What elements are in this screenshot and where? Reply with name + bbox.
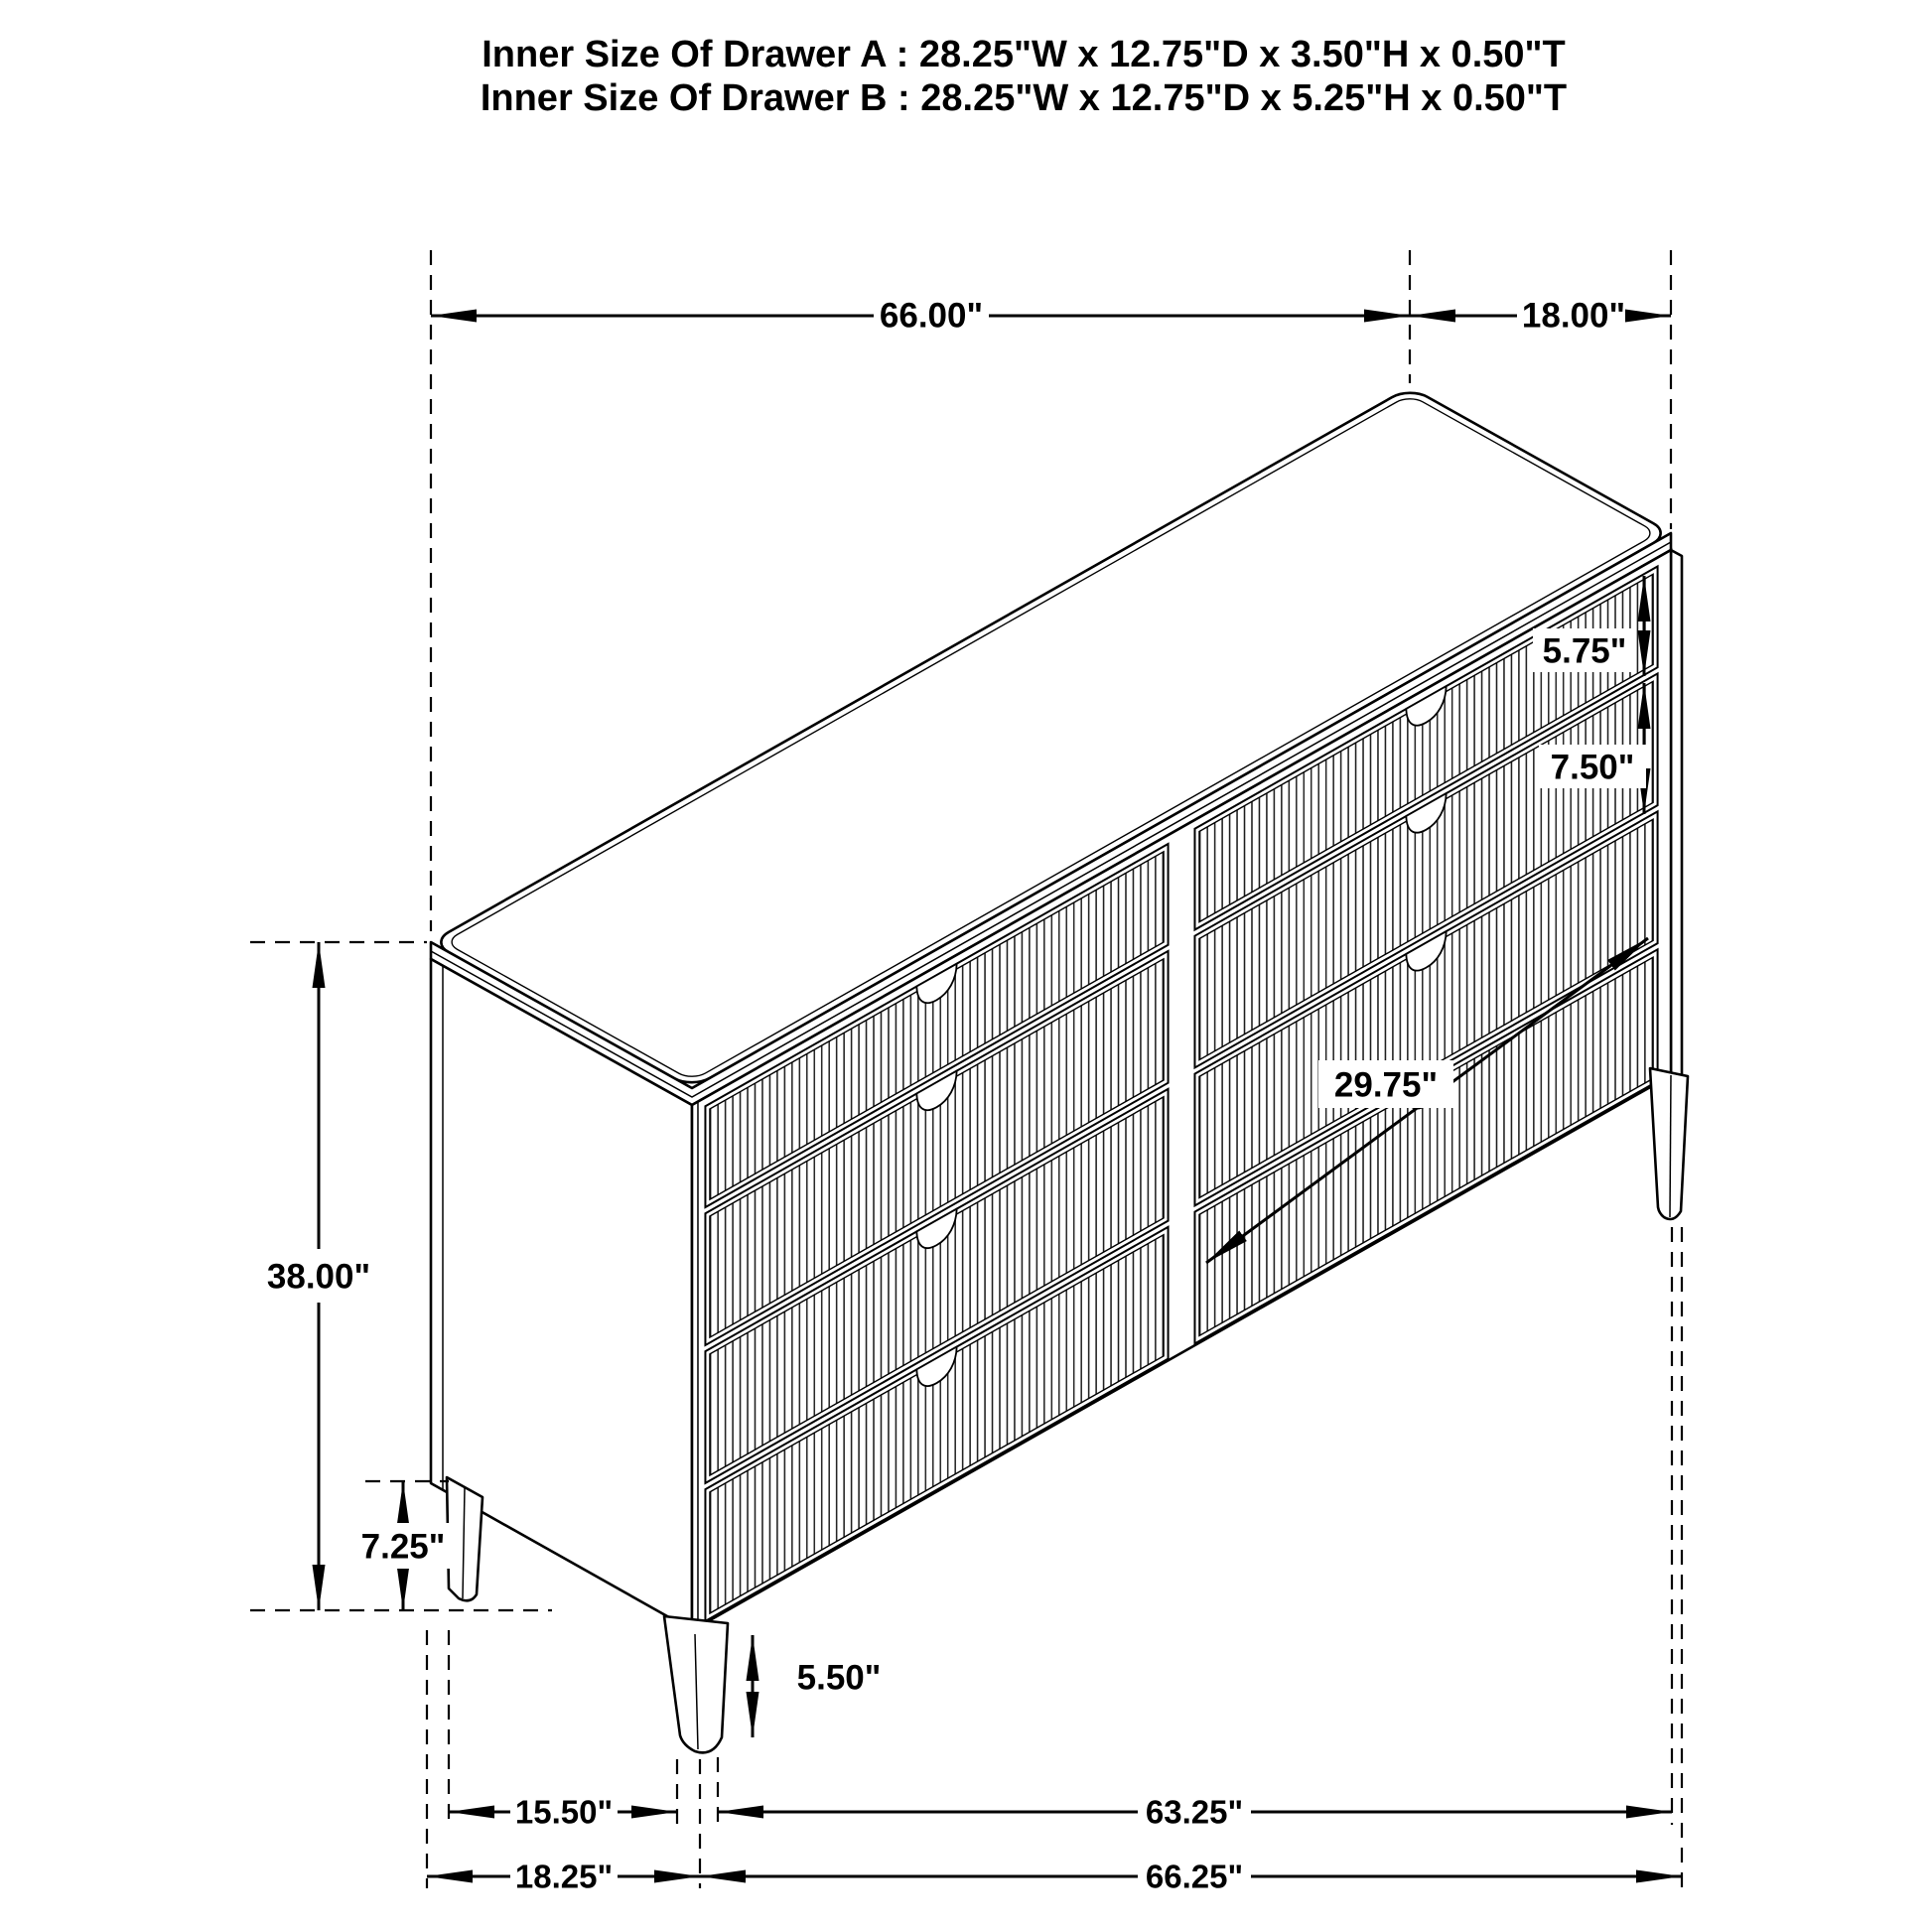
dim-leg-span-width-label: 63.25" bbox=[1145, 1793, 1244, 1831]
dim-floor-depth-label: 18.25" bbox=[514, 1858, 614, 1895]
dim-top-depth-label: 18.00" bbox=[1521, 296, 1626, 336]
dim-floor-width-label: 66.25" bbox=[1145, 1858, 1244, 1895]
title-inner-size-drawer-a: Inner Size Of Drawer A : 28.25"W x 12.75"D x 3.50"H x 0.50"T bbox=[482, 34, 1566, 75]
dim-lower-drawer-height-label: 7.50" bbox=[1550, 748, 1635, 787]
title-inner-size-drawer-b: Inner Size Of Drawer B : 28.25"W x 12.75"D x 5.25"H x 0.50"T bbox=[480, 77, 1568, 119]
right-side-sliver bbox=[1671, 550, 1682, 1082]
dim-top-width-label: 66.00" bbox=[879, 296, 984, 336]
dim-leg-inset-depth-label: 15.50" bbox=[514, 1793, 614, 1831]
dim-overall-height-label: 38.00" bbox=[266, 1257, 371, 1297]
dim-leg-height-label: 5.50" bbox=[796, 1658, 882, 1698]
dresser-drawing bbox=[431, 387, 1688, 1752]
dim-drawer-width-label: 29.75" bbox=[1333, 1065, 1439, 1105]
leg-right bbox=[1650, 1068, 1688, 1219]
dim-top-drawer-height-label: 5.75" bbox=[1542, 631, 1627, 671]
dim-base-height-label: 7.25" bbox=[360, 1527, 446, 1567]
